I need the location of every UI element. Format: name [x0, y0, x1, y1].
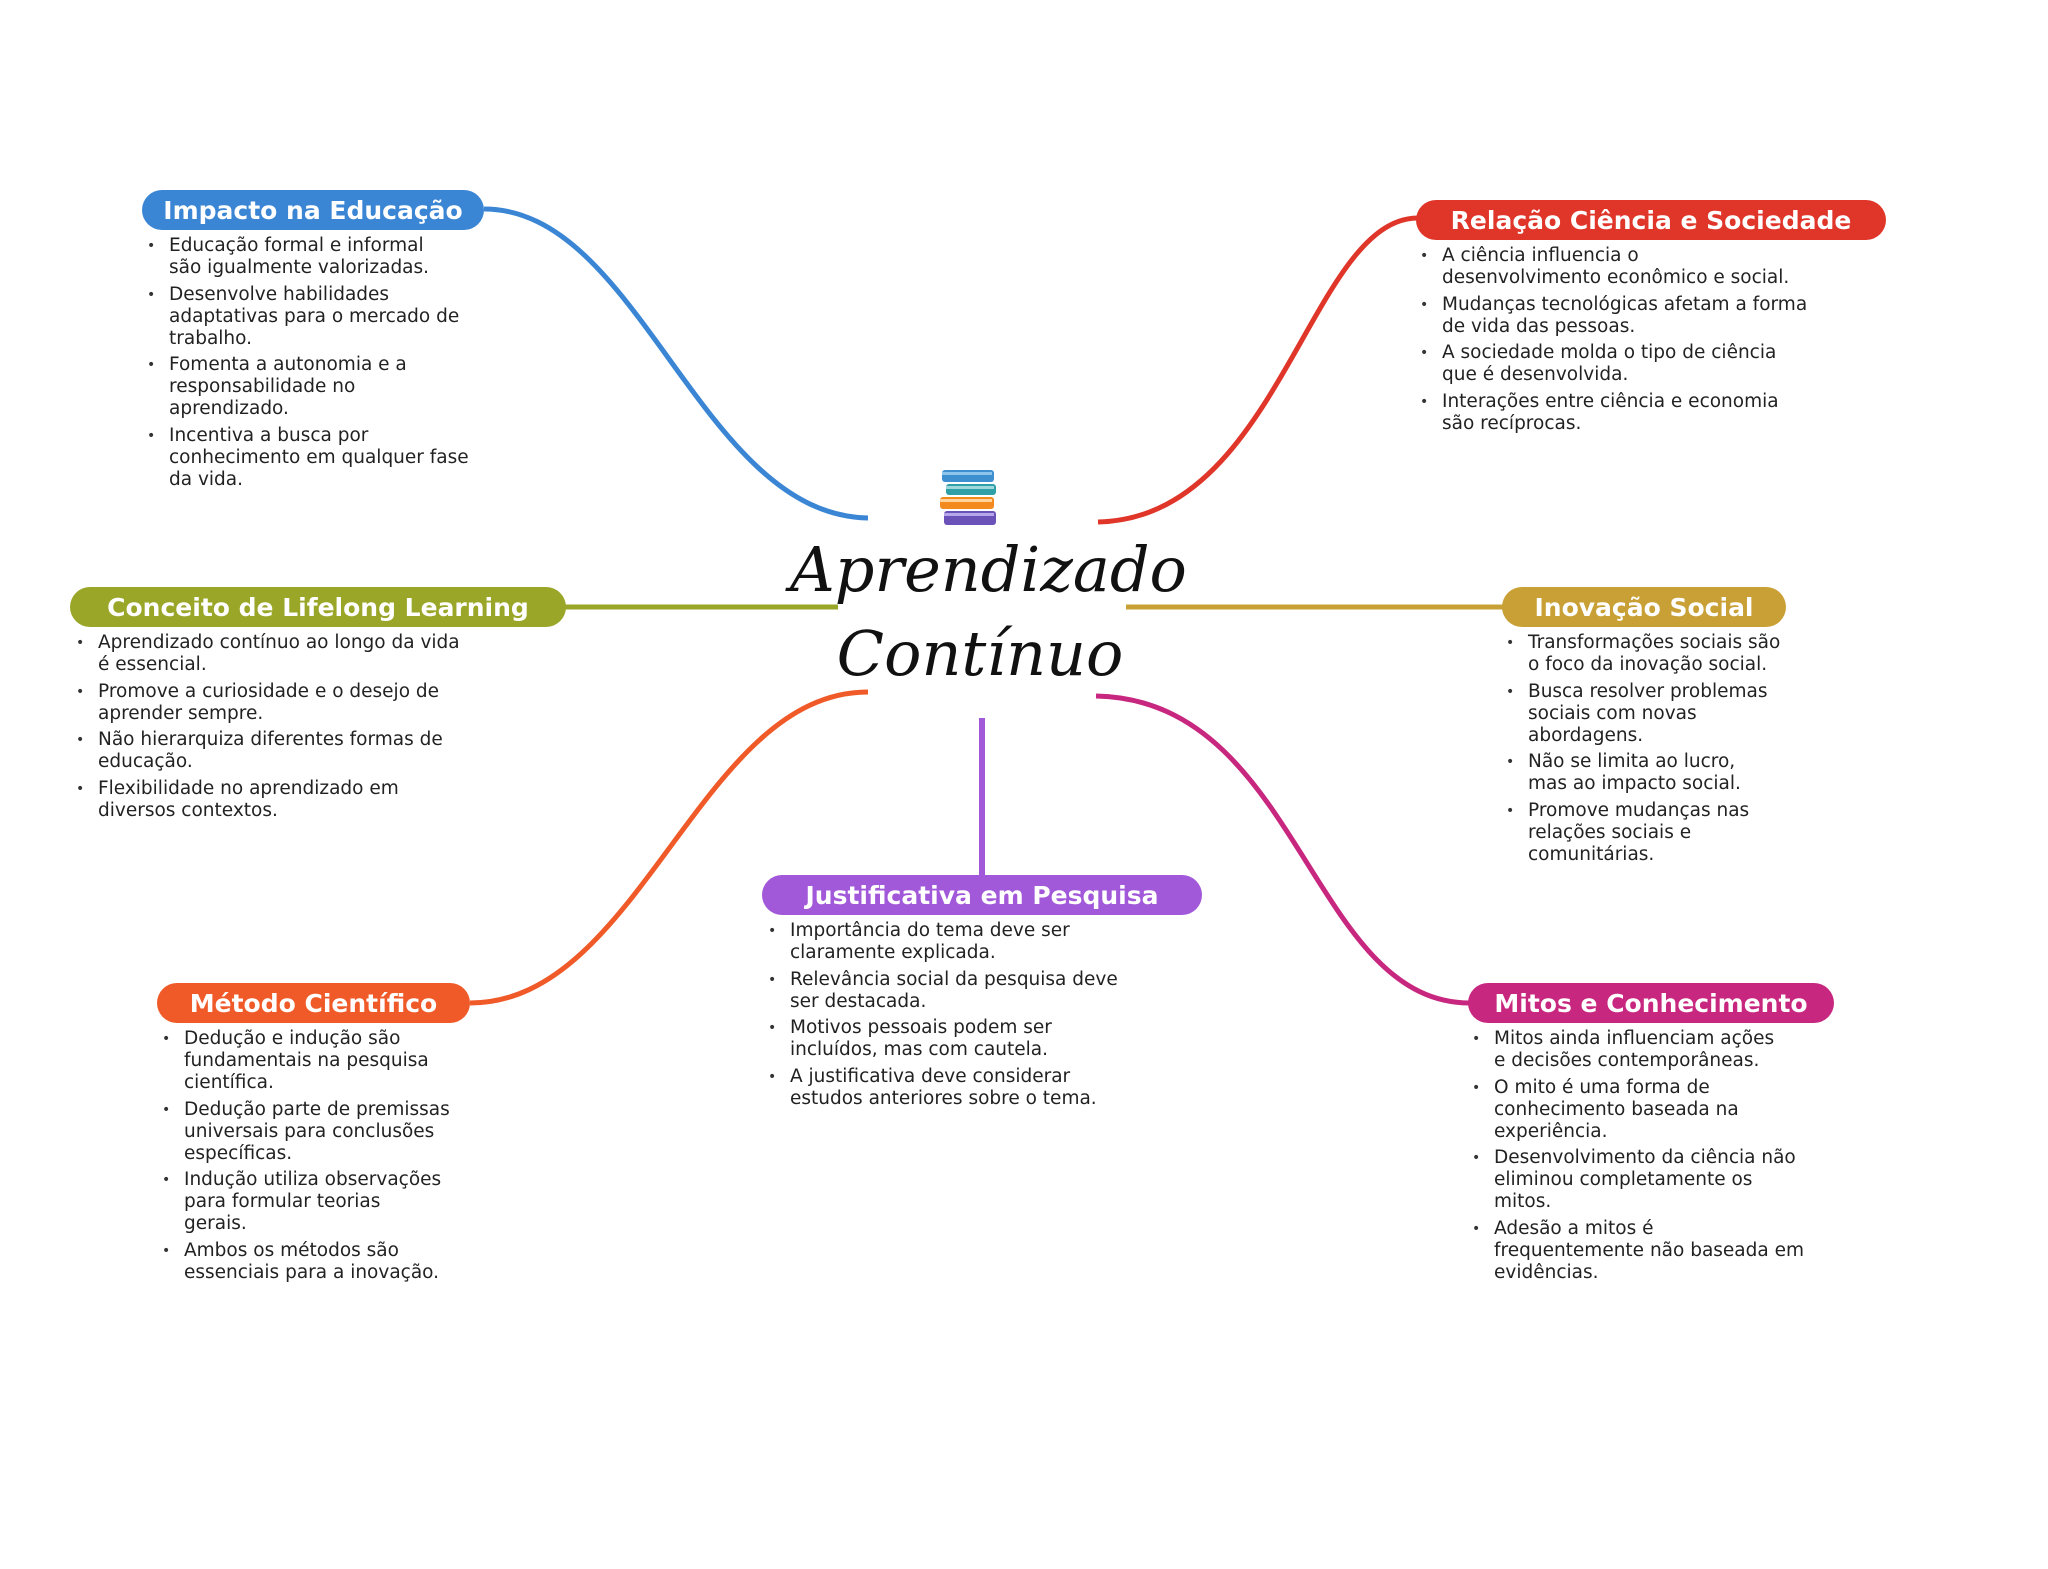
- branch-title-label: Relação Ciência e Sociedade: [1450, 205, 1852, 235]
- books-icon: [938, 466, 1000, 530]
- branch-items-relacao: [1418, 245, 1858, 439]
- branch-item: • Educação formal e informal são igualmente valorizadas.: [145, 235, 515, 279]
- central-topic-title-line1: Aprendizado: [790, 533, 1187, 606]
- branch-title-mitos[interactable]: [1468, 983, 1834, 1023]
- branch-item: • O mito é uma forma de conhecimento baseada na experiência.: [1470, 1077, 1870, 1143]
- branch-items-impacto: [145, 235, 515, 495]
- central-topic-title: [790, 528, 1187, 696]
- branch-title-relacao[interactable]: [1416, 200, 1886, 240]
- branch-item: • Incentiva a busca por conhecimento em qualquer fase da vida.: [145, 425, 515, 491]
- branch-item: • Mudanças tecnológicas afetam a forma de vida das pessoas.: [1418, 294, 1858, 338]
- branch-title-conceito[interactable]: [70, 587, 566, 627]
- branch-item: • Adesão a mitos é frequentemente não baseada em evidências.: [1470, 1218, 1870, 1284]
- branch-item: • Fomenta a autonomia e a responsabilidade no aprendizado.: [145, 354, 515, 420]
- branch-item: • Transformações sociais são o foco da inovação social.: [1504, 632, 1834, 676]
- branch-item: • Motivos pessoais podem ser incluídos, mas com cautela.: [766, 1017, 1166, 1061]
- branch-item: • Indução utiliza observações para formular teorias gerais.: [160, 1169, 500, 1235]
- branch-title-label: Método Científico: [189, 988, 438, 1018]
- branch-title-justificativa[interactable]: [762, 875, 1202, 915]
- branch-item: • Interações entre ciência e economia são recíprocas.: [1418, 391, 1858, 435]
- branch-item: • Dedução e indução são fundamentais na pesquisa científica.: [160, 1028, 500, 1094]
- branch-item: • Promove a curiosidade e o desejo de aprender sempre.: [74, 681, 514, 725]
- branch-items-mitos: [1470, 1028, 1870, 1288]
- central-topic-title-line2: Contínuo: [836, 617, 1124, 690]
- branch-items-metodo: [160, 1028, 500, 1288]
- branch-title-label: Inovação Social: [1534, 592, 1754, 622]
- branch-item: • Relevância social da pesquisa deve ser destacada.: [766, 969, 1166, 1013]
- branch-item: • A ciência influencia o desenvolvimento econômico e social.: [1418, 245, 1858, 289]
- branch-items-justificativa: [766, 920, 1166, 1114]
- branch-item: • Ambos os métodos são essenciais para a inovação.: [160, 1240, 500, 1284]
- branch-item: • Desenvolvimento da ciência não eliminou completamente os mitos.: [1470, 1147, 1870, 1213]
- branch-item: • Aprendizado contínuo ao longo da vida é essencial.: [74, 632, 514, 676]
- connector-impacto: [484, 209, 868, 518]
- branch-title-label: Impacto na Educação: [163, 195, 463, 225]
- branch-item: • Não hierarquiza diferentes formas de educação.: [74, 729, 514, 773]
- branch-item: • Desenvolve habilidades adaptativas para o mercado de trabalho.: [145, 284, 515, 350]
- branch-item: • Flexibilidade no aprendizado em diversos contextos.: [74, 778, 514, 822]
- branch-item: • Promove mudanças nas relações sociais e comunitárias.: [1504, 800, 1834, 866]
- branch-items-conceito: [74, 632, 514, 826]
- branch-title-impacto[interactable]: [142, 190, 484, 230]
- branch-title-label: Mitos e Conhecimento: [1494, 988, 1808, 1018]
- branch-title-label: Justificativa em Pesquisa: [805, 880, 1159, 910]
- branch-item: • Não se limita ao lucro, mas ao impacto social.: [1504, 751, 1834, 795]
- branch-item: • Busca resolver problemas sociais com novas abordagens.: [1504, 681, 1834, 747]
- branch-title-inovacao[interactable]: [1502, 587, 1786, 627]
- branch-item: • Importância do tema deve ser claramente explicada.: [766, 920, 1166, 964]
- branch-title-metodo[interactable]: [157, 983, 470, 1023]
- branch-item: • A justificativa deve considerar estudos anteriores sobre o tema.: [766, 1066, 1166, 1110]
- branch-item: • Mitos ainda influenciam ações e decisões contemporâneas.: [1470, 1028, 1870, 1072]
- branch-title-label: Conceito de Lifelong Learning: [107, 592, 529, 622]
- branch-items-inovacao: [1504, 632, 1834, 870]
- branch-item: • A sociedade molda o tipo de ciência que é desenvolvida.: [1418, 342, 1858, 386]
- branch-item: • Dedução parte de premissas universais para conclusões específicas.: [160, 1099, 500, 1165]
- connector-relacao: [1098, 218, 1418, 522]
